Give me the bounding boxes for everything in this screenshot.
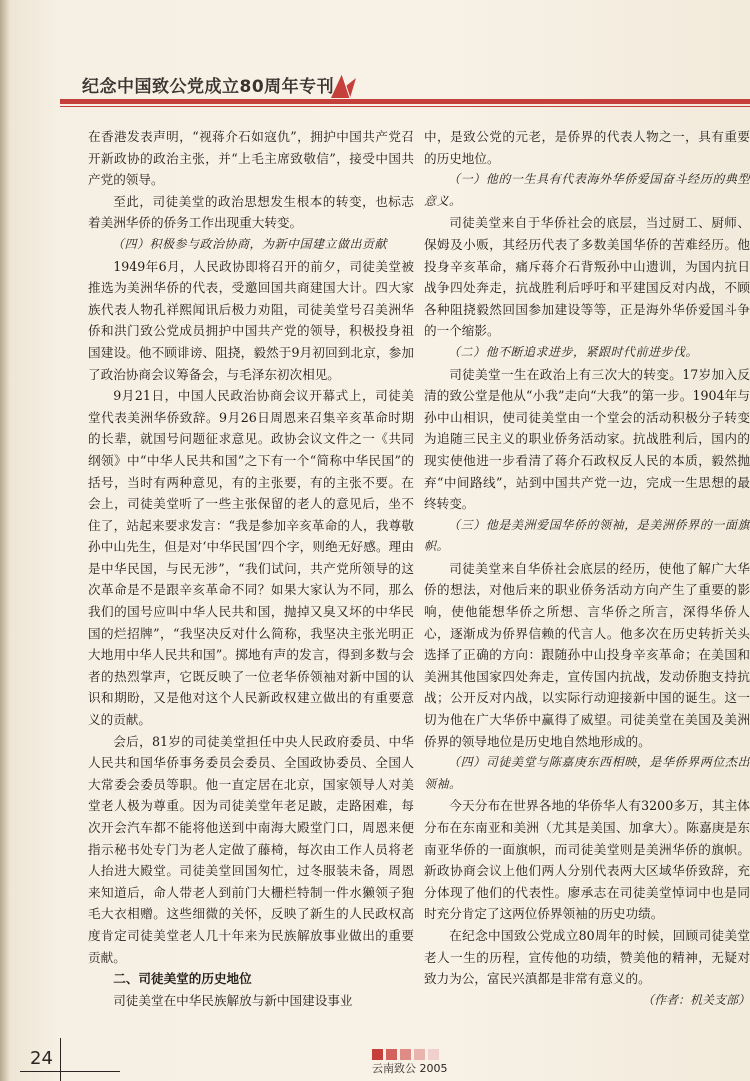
paragraph: 9月21日，中国人民政治协商会议开幕式上，司徒美堂代表美洲华侨致辞。9月26日周恩来召集辛亥革命时期的长辈，就国号问题征求意见。政协会议文件之一《共同纲领》中“中华人民共和国”之下有一个“简称中华民国”的括号，当时有两种意见，有的主张要，有的主张不要。在会上，司徒美堂听了一些主张保留的老人的意见后，坐不住了，站起来要求发言：“我是参加辛亥革命的人，我尊敬孙中山先生，但是对‘中华民国’四个字，则绝无好感。理由是中华民国，与民无涉”，“我们试问，共产党所领导的这次革命是不是跟辛亥革命不同？如果大家认为不同，那么我们的国号应叫中华人民共和国，抛掉又臭又坏的中华民国的烂招牌”，“我坚决反对什么简称，我坚决主张光明正大地用中华人民共和国”。掷地有声的发言，得到多数与会者的热烈掌声，它既反映了一位老华侨领袖对新中国的认识和期盼，又是他对这个人民新政权建立做出的有重要意义的贡献。 (88, 388, 414, 728)
author-credit: （作者：机关支部） (641, 992, 750, 1007)
left-column (88, 126, 414, 1011)
page-number: 24 (30, 1048, 53, 1069)
binding-shadow (0, 0, 10, 1081)
paragraph: 司徒美堂一生在政治上有三次大的转变。17岁加入反清的致公堂是他从“小我”走向“大我”的第一步。1904年与孙中山相识，使司徒美堂由一个堂会的活动积极分子转变为追随三民主义的职业侨务活动家。抗战胜利后，国内的现实使他进一步看清了蒋介石政权反人民的本质，毅然抛弃“中间路线”，站到中国共产党一边，完成一生思想的最终转变。 (424, 366, 750, 512)
subheading: （一）他的一生具有代表海外华侨爱国奋斗经历的典型意义。 (424, 172, 750, 208)
header-rule-thin (60, 106, 750, 107)
section-heading: 二、司徒美堂的历史地位 (113, 971, 252, 987)
paragraph: 在香港发表声明，“视蒋介石如寇仇”，拥护中国共产党召开新政协的政治主张，并“上毛主席致敬信”，接受中国共产党的领导。 (88, 129, 414, 188)
right-column (424, 126, 750, 1011)
publication-label: 云南致公 2005 (372, 1062, 448, 1075)
paragraph: 司徒美堂来自于华侨社会的底层，当过厨工、厨师、保姆及小贩，其经历代表了多数美国华侨的苦难经历。他投身辛亥革命，痛斥蒋介石背叛孙中山遗训，为国内抗日战争四处奔走，抗战胜利后呼吁和平建国反对内战，不顾各种阻挠毅然回国参加建设等等，正是海外华侨爱国斗争的一个缩影。 (424, 215, 750, 339)
footer-square (386, 1049, 397, 1060)
footer-color-squares (372, 1045, 472, 1057)
subheading: （二）他不断追求进步，紧跟时代前进步伐。 (448, 344, 699, 359)
header-flag-icon (328, 72, 358, 98)
paragraph: 1949年6月，人民政协即将召开的前夕，司徒美堂被推选为美洲华侨的代表，受邀回国共商建国大计。四大家族代表人物孔祥熙闻讯后极力劝阻，司徒美堂号召美洲华侨和洪门致公党成员拥护中国共产党的领导，积极投身祖国建设。他不顾诽谤、阻挠，毅然于9月初回到北京，参加了政治协商会议筹备会，与毛泽东初次相见。 (88, 258, 414, 382)
footer-square (400, 1049, 411, 1060)
paragraph: 今天分布在世界各地的华侨华人有3200多万，其主体分布在东南亚和美洲（尤其是美国、加拿大）。陈嘉庚是东南亚华侨的一面旗帜，而司徒美堂则是美洲华侨的旗帜。新政协商会议上他们两人分别代表两大区域华侨致辞，充分体现了他们的代表性。廖承志在司徒美堂悼词中也是同时充分肯定了这两位侨界领袖的历史功绩。 (424, 798, 750, 922)
footer-square (414, 1049, 425, 1060)
page-corner-line-horizontal (20, 1071, 120, 1072)
footer-square (428, 1049, 439, 1060)
paragraph: 会后，81岁的司徒美堂担任中央人民政府委员、中华人民共和国华侨事务委员会委员、全国政协委员、全国人大常委会委员等职。他一直定居在北京，国家领导人对美堂老人极为尊重。因为司徒美堂年老足跛，走路困难，每次开会汽车都不能将他送到中南海大殿堂门口，周恩来便指示秘书处专门为老人定做了藤椅，每次由工作人员将老人抬进大殿堂。司徒美堂回国匆忙，过冬服装未备，周恩来知道后，命人带老人到前门大栅栏特制一件水獭领子狍毛大衣相赠。这些细微的关怀，反映了新生的人民政权高度肯定司徒美堂老人几十年来为民族解放事业做出的重要贡献。 (88, 733, 414, 965)
paragraph: 司徒美堂在中华民族解放与新中国建设事业 (113, 992, 353, 1008)
page-header (60, 68, 750, 104)
subheading: （四）司徒美堂与陈嘉庚东西相映，是华侨界两位杰出领袖。 (424, 755, 750, 791)
paragraph: 至此，司徒美堂的政治思想发生根本的转变，也标志着美洲华侨的侨务工作出现重大转变。 (88, 193, 414, 231)
paragraph: 中，是致公党的元老，是侨界的代表人物之一，具有重要的历史地位。 (424, 129, 750, 166)
footer-square (372, 1049, 383, 1060)
header-title: 纪念中国致公党成立80周年专刊 (82, 77, 335, 97)
paragraph: 在纪念中国致公党成立80周年的时候，回顾司徒美堂老人一生的历程，宣传他的功绩，赞美他的精神，无疑对致力为公，富民兴滇都是非常有意义的。 (424, 927, 750, 987)
header-rule (60, 99, 750, 104)
page-corner-line-vertical (60, 1038, 61, 1081)
paragraph: 司徒美堂来自华侨社会底层的经历，使他了解广大华侨的想法，对他后来的职业侨务活动方向产生了重要的影响，使他能想华侨之所想、言华侨之所言，深得华侨人心，逐渐成为侨界信赖的代言人。他多次在历史转折关头选择了正确的方向：跟随孙中山投身辛亥革命；在美国和美洲其他国家四处奔走，宣传国内抗战，发动侨胞支持抗战；公开反对内战，以实际行动迎接新中国的诞生。这一切为他在广大华侨中赢得了威望。司徒美堂在美国及美洲侨界的领导地位是历史地自然地形成的。 (424, 560, 750, 749)
subheading: （三）他是美洲爱国华侨的领袖，是美洲侨界的一面旗帜。 (424, 517, 750, 554)
subheading: （四）积极参与政治协商，为新中国建立做出贡献 (112, 236, 388, 251)
